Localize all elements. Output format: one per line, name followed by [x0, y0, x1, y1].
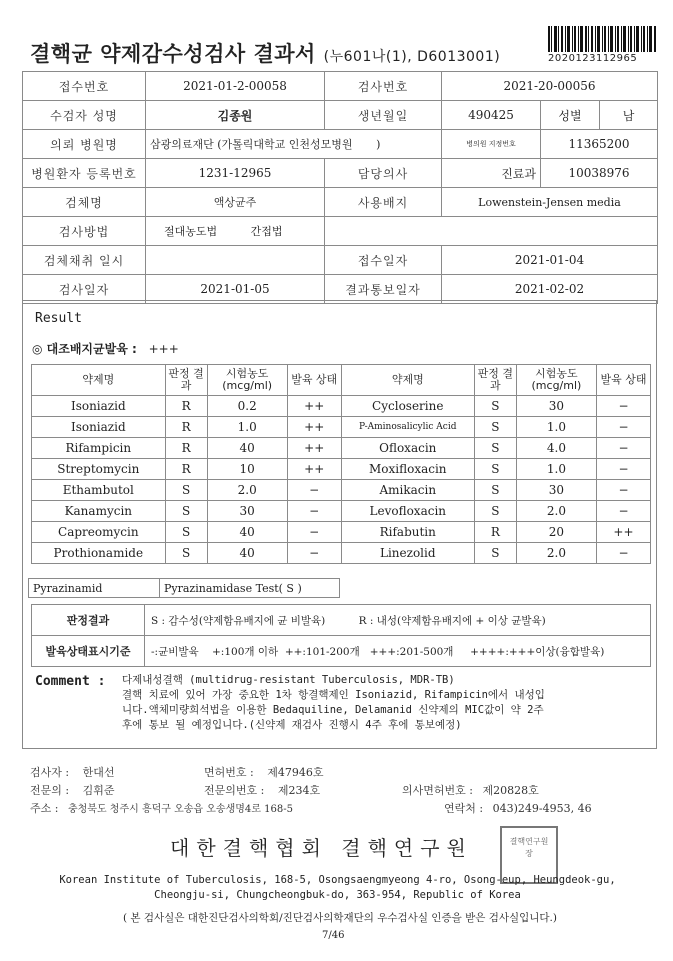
medium: Lowenstein-Jensen media [442, 188, 658, 217]
growth-legend-text: -:균비발육 +:100개 이하 ++:101-200개 +++:201-500개 ++++:+++이상(융합발육) [145, 636, 651, 667]
sex-label: 성별 [541, 101, 600, 130]
cell-conc: 0.2 [207, 396, 287, 417]
barcode-number: 2020123112965 [548, 53, 638, 64]
cell-conc: 40 [207, 522, 287, 543]
pyrazinamid-label: Pyrazinamid [29, 579, 160, 598]
cell-judge: S [474, 459, 516, 480]
license-line [204, 764, 323, 780]
cell-conc: 40 [207, 543, 287, 564]
cell-conc: 4.0 [516, 438, 596, 459]
cell-conc: 1.0 [207, 417, 287, 438]
comment-text [122, 673, 642, 733]
inst-code: 11365200 [541, 130, 658, 159]
tester-line [30, 764, 114, 780]
tester-name: 한대선 [82, 766, 115, 779]
barcode-image [548, 26, 656, 52]
header-drug: 약제명 [341, 365, 474, 396]
inst-code-label: 병의원 지정번호 [442, 130, 541, 159]
cell-drug: Rifampicin [32, 438, 166, 459]
cell-conc: 2.0 [207, 480, 287, 501]
certification-note: ( 본 검사실은 대한진단검사의학회/진단검사의학재단의 우수검사실 인증을 받은 검사실입니다.) [122, 912, 557, 924]
cell-judge: R [474, 522, 516, 543]
table-row [32, 459, 651, 480]
table-row [32, 480, 651, 501]
collect-label: 검체채취 일시 [23, 246, 146, 275]
cell-drug: P-Aminosalicylic Acid [341, 417, 474, 438]
cell-growth: − [287, 501, 341, 522]
comment-line: 다제내성결핵 (multidrug-resistant Tuberculosis, MDR-TB) [122, 674, 455, 686]
dept: 10038976 [541, 159, 658, 188]
seal-text: 결핵연구원장 [509, 837, 549, 858]
comment-line: 후에 통보 될 예정입니다.(신약제 재검사 진행시 4주 후에 통보예정) [122, 719, 462, 731]
dob: 490425 [442, 101, 541, 130]
pyrazinamid-row [28, 578, 340, 598]
method-label: 검사방법 [23, 217, 146, 246]
legend-table [31, 604, 651, 667]
collect-date [146, 246, 325, 275]
cell-growth: − [596, 438, 650, 459]
test-no: 2021-20-00056 [442, 72, 658, 101]
header-judge: 판정 결과 [474, 365, 516, 396]
expert-no: 제234호 [277, 784, 321, 797]
report-title [30, 38, 500, 68]
control-growth-value: +++ [148, 342, 179, 356]
cell-conc: 30 [516, 480, 596, 501]
eng-line: Cheongju-si, Chungcheongbuk-do, 363-954, Republic of Korea [154, 889, 521, 901]
cell-drug: Linezolid [341, 543, 474, 564]
cell-judge: R [165, 459, 207, 480]
sex: 남 [600, 101, 658, 130]
cell-growth: − [287, 480, 341, 501]
test-date-label: 검사일자 [23, 275, 146, 304]
cell-conc: 30 [516, 396, 596, 417]
cell-drug: Levofloxacin [341, 501, 474, 522]
cell-drug: Cycloserine [341, 396, 474, 417]
judge-legend-r: R : 내성(약제함유배지에 + 이상 균발육) [358, 614, 546, 627]
received-label: 접수일자 [325, 246, 442, 275]
expert-label: 전문의 : [30, 784, 70, 797]
cell-drug: Moxifloxacin [341, 459, 474, 480]
judge-legend-label: 판정결과 [32, 605, 145, 636]
cell-drug: Ofloxacin [341, 438, 474, 459]
cell-judge: S [165, 543, 207, 564]
cell-growth: ++ [287, 459, 341, 480]
phone-line [444, 800, 592, 816]
patient-reg-label: 병원환자 등록번호 [23, 159, 146, 188]
title-text: 결핵균 약제감수성검사 결과서 [30, 42, 316, 66]
drug-susceptibility-table [31, 364, 651, 564]
cell-growth: − [596, 543, 650, 564]
cell-judge: S [474, 438, 516, 459]
method-1: 절대농도법 [164, 225, 218, 238]
cell-drug: Prothionamide [32, 543, 166, 564]
table-row [32, 501, 651, 522]
cell-conc: 10 [207, 459, 287, 480]
cell-judge: S [165, 522, 207, 543]
cell-growth: − [287, 522, 341, 543]
pyrazinamid-value: Pyrazinamidase Test( S ) [160, 579, 340, 598]
cell-conc: 30 [207, 501, 287, 522]
hospital-label: 의뢰 병원명 [23, 130, 146, 159]
patient-name: 김종원 [146, 101, 325, 130]
hospital-close: ) [376, 138, 381, 151]
comment-line: 결핵 치료에 있어 가장 중요한 1차 항결핵제인 Isoniazid, Rifampicin에서 내성입 [122, 689, 545, 701]
patient-reg: 1231-12965 [146, 159, 325, 188]
cell-drug: Capreomycin [32, 522, 166, 543]
cell-judge: S [474, 543, 516, 564]
cell-judge: R [165, 417, 207, 438]
cell-drug: Kanamycin [32, 501, 166, 522]
cell-growth: − [596, 396, 650, 417]
cell-growth: ++ [287, 396, 341, 417]
cell-conc: 1.0 [516, 459, 596, 480]
expert-no-line [204, 782, 320, 798]
cell-conc: 1.0 [516, 417, 596, 438]
organization-name: 대한결핵협회 결핵연구원 [170, 836, 473, 860]
cell-conc: 20 [516, 522, 596, 543]
page-number: 7/46 [322, 930, 345, 941]
header-drug: 약제명 [32, 365, 166, 396]
test-date: 2021-01-05 [146, 275, 325, 304]
judge-legend-s: S : 감수성(약제함유배지에 균 비발육) [151, 614, 326, 627]
report-date: 2021-02-02 [442, 275, 658, 304]
cell-drug: Amikacin [341, 480, 474, 501]
address-label: 주소 : [30, 802, 59, 815]
table-row [32, 543, 651, 564]
doctor-license-line [402, 782, 539, 798]
license-label: 면허번호 : [204, 766, 254, 779]
cell-growth: − [596, 480, 650, 501]
cell-drug: Isoniazid [32, 417, 166, 438]
cell-growth: ++ [287, 417, 341, 438]
table-row [32, 396, 651, 417]
report-date-label: 결과통보일자 [325, 275, 442, 304]
table-row [32, 522, 651, 543]
receipt-no-label: 접수번호 [23, 72, 146, 101]
table-row [32, 417, 651, 438]
test-no-label: 검사번호 [325, 72, 442, 101]
cell-judge: S [474, 501, 516, 522]
phone-label: 연락처 : [444, 802, 484, 815]
english-address [30, 873, 645, 903]
doctor-license-no: 제20828호 [482, 784, 539, 797]
eng-line: Korean Institute of Tuberculosis, 168-5, Osongsaengmyeong 4-ro, Osong-eup, Heungdeok-gu, [59, 874, 616, 886]
expert-line [30, 782, 114, 798]
license-no: 제47946호 [267, 766, 324, 779]
growth-legend-label: 발육상태표시기준 [32, 636, 145, 667]
header-judge: 판정 결과 [165, 365, 207, 396]
hospital: 삼광의료재단 (가톨릭대학교 인천성모병원 [150, 138, 353, 151]
address-line [30, 800, 293, 816]
cell-drug: Ethambutol [32, 480, 166, 501]
cell-drug: Rifabutin [341, 522, 474, 543]
cell-judge: S [165, 501, 207, 522]
comment-line: 니다.액체미량희석법을 이용한 Bedaquiline, Delamanid 신약제의 MIC값이 약 2주 [122, 704, 544, 716]
address: 충청북도 청주시 흥덕구 오송읍 오송생명4로 168-5 [67, 804, 293, 815]
phone: 043)249-4953, 46 [492, 802, 592, 815]
cell-drug: Streptomycin [32, 459, 166, 480]
cell-growth: − [596, 459, 650, 480]
control-growth-label: ◎ 대조배지균발육 : [32, 342, 137, 356]
header-growth: 발육 상태 [287, 365, 341, 396]
tester-label: 검사자 : [30, 766, 70, 779]
comment-label: Comment : [35, 674, 106, 689]
dept-label: 진료과 [442, 159, 541, 188]
patient-info-table [22, 71, 658, 304]
cell-judge: R [165, 438, 207, 459]
specimen-label: 검체명 [23, 188, 146, 217]
medium-label: 사용배지 [325, 188, 442, 217]
header-conc: 시험농도 (mcg/ml) [516, 365, 596, 396]
cell-growth: − [596, 501, 650, 522]
cell-judge: S [165, 480, 207, 501]
cell-drug: Isoniazid [32, 396, 166, 417]
result-label: Result [35, 311, 82, 326]
dob-label: 생년월일 [325, 101, 442, 130]
control-growth [32, 340, 179, 357]
header-conc: 시험농도 (mcg/ml) [207, 365, 287, 396]
patient-label: 수검자 성명 [23, 101, 146, 130]
cell-growth: − [596, 417, 650, 438]
title-code: (누601나(1), D6013001) [323, 49, 501, 65]
cell-growth: ++ [596, 522, 650, 543]
cell-conc: 2.0 [516, 501, 596, 522]
cell-growth: ++ [287, 438, 341, 459]
specimen: 액상균주 [146, 188, 325, 217]
expert-name: 김휘준 [82, 784, 115, 797]
doctor-label: 담당의사 [325, 159, 442, 188]
cell-growth: − [287, 543, 341, 564]
cell-conc: 2.0 [516, 543, 596, 564]
header-growth: 발육 상태 [596, 365, 650, 396]
method-2: 간접법 [250, 225, 283, 238]
cell-conc: 40 [207, 438, 287, 459]
cell-judge: R [165, 396, 207, 417]
table-row [32, 438, 651, 459]
receipt-no: 2021-01-2-00058 [146, 72, 325, 101]
cell-judge: S [474, 396, 516, 417]
expert-no-label: 전문의번호 : [204, 784, 265, 797]
doctor-license-label: 의사면허번호 : [402, 784, 473, 797]
received-date: 2021-01-04 [442, 246, 658, 275]
cell-judge: S [474, 417, 516, 438]
cell-judge: S [474, 480, 516, 501]
